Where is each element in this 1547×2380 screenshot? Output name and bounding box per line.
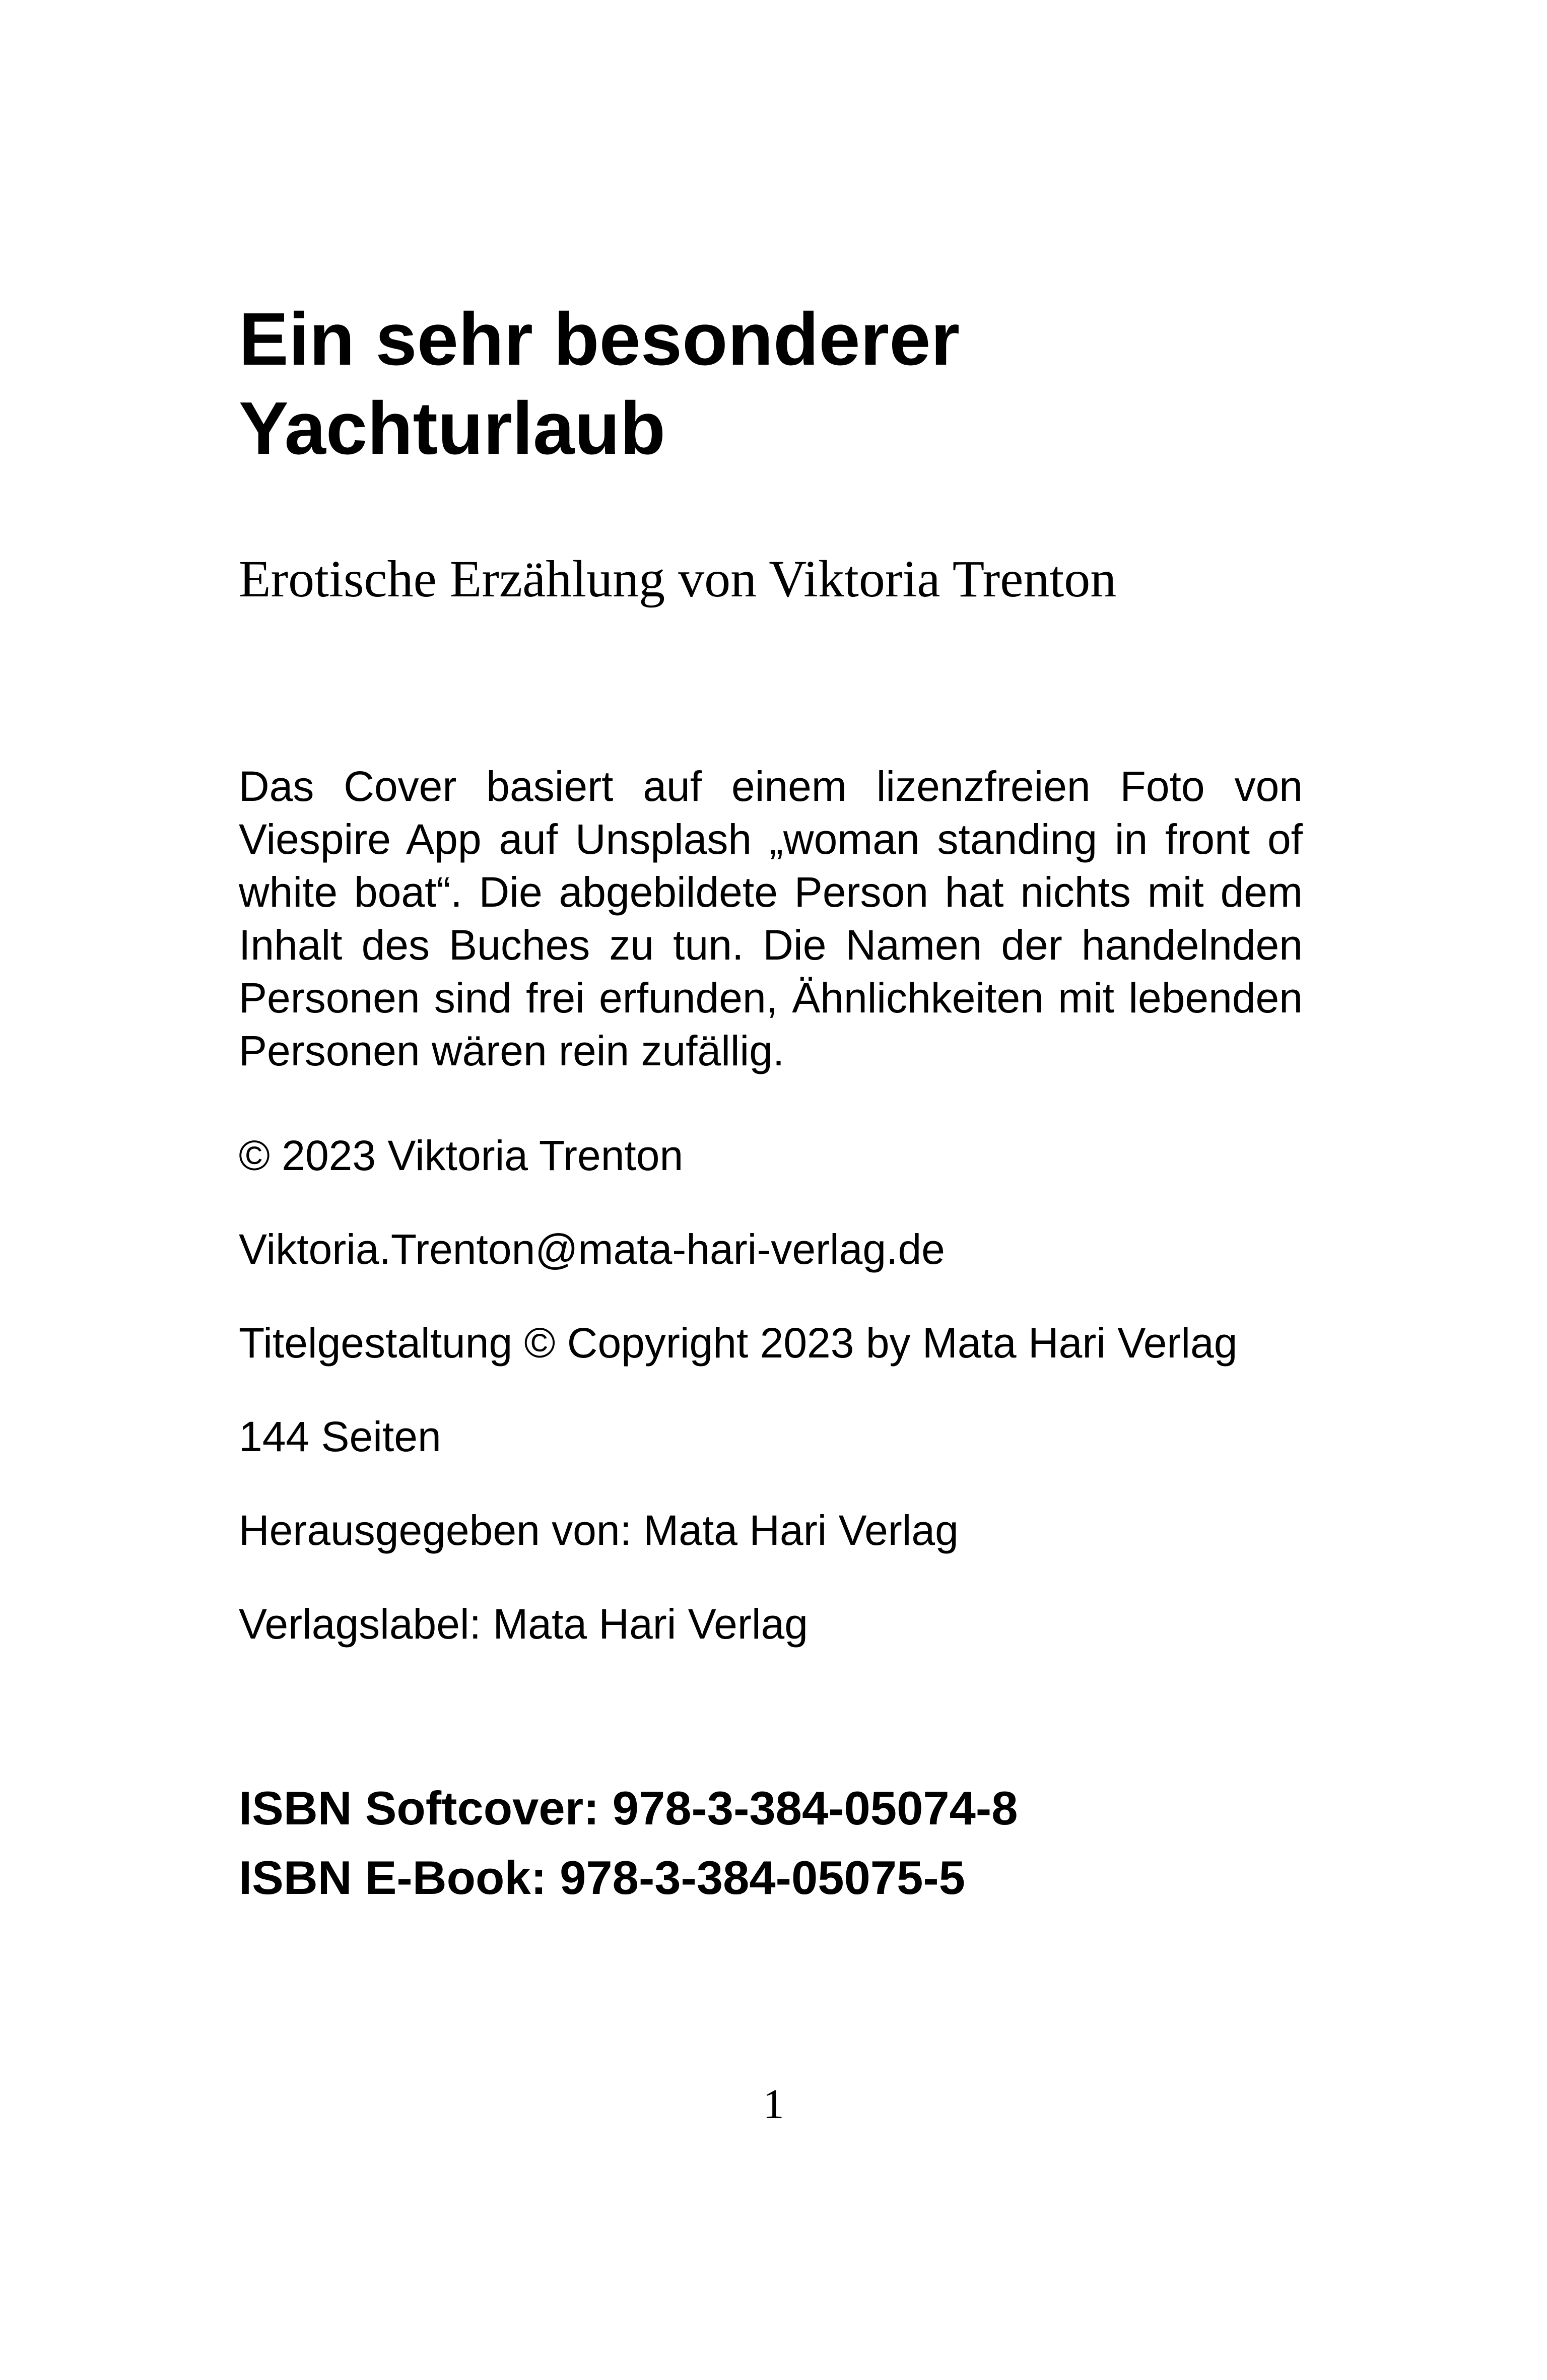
book-subtitle: Erotische Erzählung von Viktoria Trenton	[239, 550, 1117, 608]
book-title	[239, 295, 1303, 473]
imprint-content	[239, 295, 1303, 1913]
publisher-line: Herausgegeben von: Mata Hari Verlag	[239, 1507, 959, 1554]
author-email: Viktoria.Trenton@mata-hari-verlag.de	[239, 1226, 945, 1273]
page-number: 1	[763, 2081, 784, 2128]
cover-notice: Das Cover basiert auf einem lizenzfreien Foto von Viespire App auf Unsplash „woman standing in front of white boat“. Die abgebildete Person hat nichts mit dem Inhalt des Buches zu tun. Die Namen der handelnden Personen sind frei erfunden, Ähnlichkeiten mit lebenden Personen wären rein zufällig.	[239, 763, 1303, 1074]
publisher-label: Verlagslabel: Mata Hari Verlag	[239, 1600, 808, 1648]
isbn-block	[239, 1774, 1303, 1913]
isbn-ebook: ISBN E-Book: 978-3-384-05075-5	[239, 1851, 965, 1904]
cover-design-credit: Titelgestaltung © Copyright 2023 by Mata Hari Verlag	[239, 1319, 1238, 1367]
copyright-line: © 2023 Viktoria Trenton	[239, 1132, 684, 1179]
title-line-2: Yachturlaub	[239, 387, 666, 470]
title-line-1: Ein sehr besonderer	[239, 298, 960, 381]
isbn-softcover: ISBN Softcover: 978-3-384-05074-8	[239, 1782, 1018, 1834]
page-count: 144 Seiten	[239, 1413, 441, 1460]
